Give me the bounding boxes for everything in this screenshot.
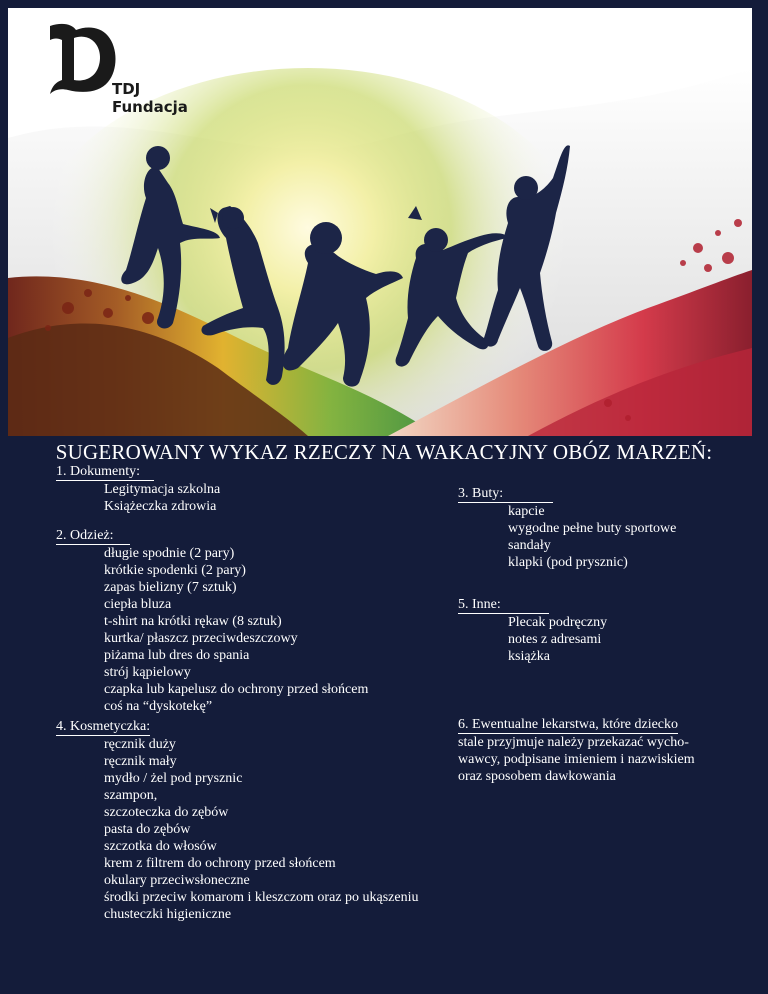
list-item: mydło / żel pod prysznic	[104, 771, 243, 786]
section-title-inne: 5. Inne:	[458, 596, 748, 614]
list-item: szczoteczka do zębów	[104, 805, 229, 820]
right-column-buty	[458, 485, 748, 571]
list-item: Plecak podręczny	[508, 615, 608, 630]
list-dokumenty	[56, 481, 456, 515]
note-leki-line-3: wawcy, podpisane imieniem i nazwiskiem	[458, 752, 695, 767]
section-title-buty: 3. Buty:	[458, 485, 748, 503]
list-item: szampon,	[104, 788, 158, 803]
list-inne	[458, 614, 748, 665]
list-buty	[458, 503, 748, 571]
note-leki-line-4: oraz sposobem dawkowania	[458, 769, 616, 784]
list-item: Książeczka zdrowia	[104, 499, 217, 514]
right-column-inne	[458, 596, 748, 665]
list-odziez	[56, 545, 456, 715]
list-item: Legitymacja szkolna	[104, 482, 221, 497]
list-item: zapas bielizny (7 sztuk)	[104, 580, 237, 595]
note-leki-line-2: stale przyjmuje należy przekazać wycho-	[458, 735, 689, 750]
section-title-kosmetyczka: 4. Kosmetyczka:	[56, 719, 151, 734]
list-kosmetyczka	[56, 736, 456, 923]
list-item: kapcie	[508, 504, 545, 519]
left-column	[56, 463, 456, 923]
list-item: krem z filtrem do ochrony przed słońcem	[104, 856, 336, 871]
list-item: okulary przeciwsłoneczne	[104, 873, 250, 888]
logo-line-1: TDJ	[112, 80, 141, 98]
list-item: piżama lub dres do spania	[104, 648, 250, 663]
d-monogram-icon	[42, 20, 122, 100]
page-title: SUGEROWANY WYKAZ RZECZY NA WAKACYJNY OBÓZ MARZEŃ:	[55, 440, 713, 464]
list-item: sandały	[508, 538, 551, 553]
hero-banner	[8, 8, 752, 436]
list-item: czapka lub kapelusz do ochrony przed słońcem	[104, 682, 369, 697]
list-item: ręcznik duży	[104, 737, 176, 752]
list-item: t-shirt na krótki rękaw (8 sztuk)	[104, 614, 282, 629]
list-item: ręcznik mały	[104, 754, 177, 769]
list-item: ciepła bluza	[104, 597, 172, 612]
note-leki-line-1: 6. Ewentualne lekarstwa, które dziecko	[458, 717, 679, 732]
section-title-dokumenty: 1. Dokumenty:	[56, 463, 456, 481]
list-item: środki przeciw komarom i kleszczom oraz po ukąszeniu	[104, 890, 419, 905]
logo-text	[112, 80, 188, 116]
list-item: wygodne pełne buty sportowe	[508, 521, 677, 536]
section-title-odziez: 2. Odzież:	[56, 527, 456, 545]
list-item: krótkie spodenki (2 pary)	[104, 563, 246, 578]
list-item: coś na “dyskotekę”	[104, 699, 213, 714]
list-item: notes z adresami	[508, 632, 602, 647]
list-item: książka	[508, 649, 550, 664]
list-item: długie spodnie (2 pary)	[104, 546, 235, 561]
list-item: kurtka/ płaszcz przeciwdeszczowy	[104, 631, 298, 646]
logo-line-2: Fundacja	[112, 98, 188, 116]
list-item: klapki (pod prysznic)	[508, 555, 628, 570]
list-item: strój kąpielowy	[104, 665, 191, 680]
list-item: pasta do zębów	[104, 822, 191, 837]
right-column-leki	[458, 716, 748, 785]
list-item: chusteczki higieniczne	[104, 907, 232, 922]
list-item: szczotka do włosów	[104, 839, 217, 854]
